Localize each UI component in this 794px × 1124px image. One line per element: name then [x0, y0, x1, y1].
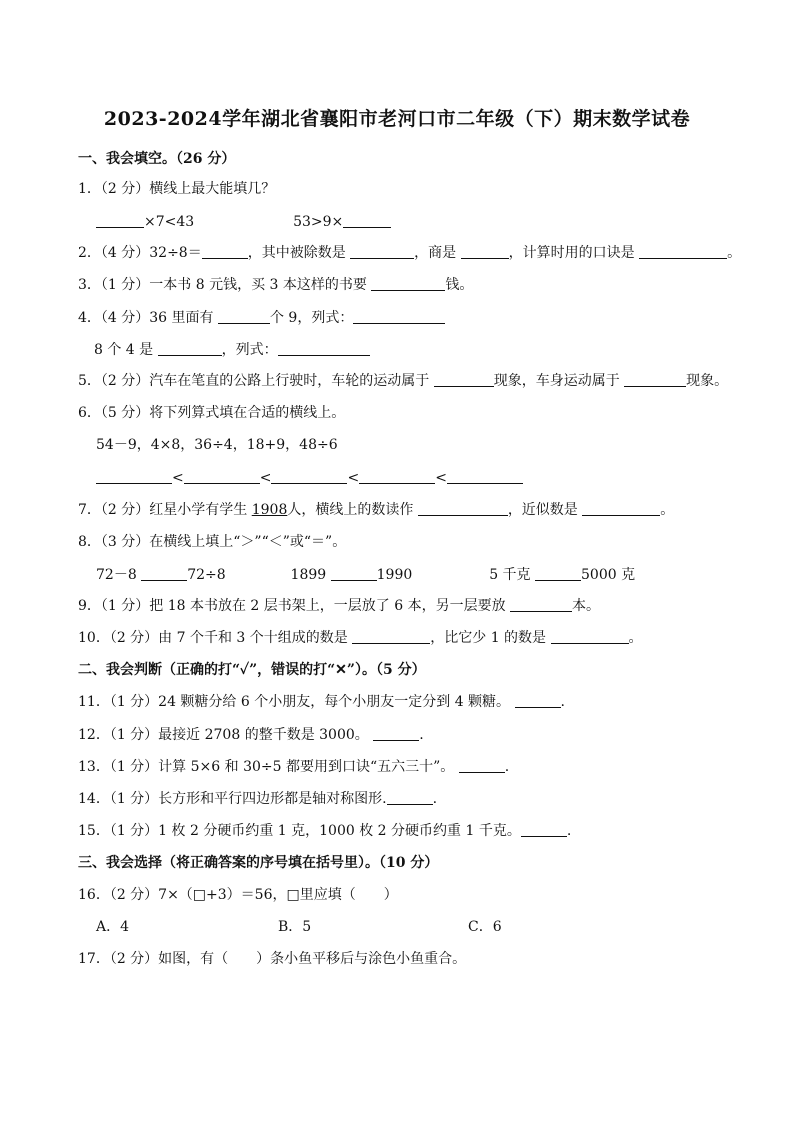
- answer-blank[interactable]: [459, 758, 505, 773]
- question-16-options: [96, 918, 502, 936]
- question-4: 4．（4 分）36 里面有 个 9，列式：: [78, 309, 445, 327]
- answer-blank[interactable]: [418, 501, 508, 516]
- option-a[interactable]: A．4: [96, 919, 130, 935]
- answer-blank[interactable]: [582, 501, 660, 516]
- answer-blank[interactable]: [202, 244, 248, 259]
- answer-blank[interactable]: [141, 566, 187, 581]
- answer-blank[interactable]: [353, 309, 445, 324]
- question-15: 15．（1 分）1 枚 2 分硬币约重 1 克，1000 枚 2 分硬币约重 1 千克。 .: [78, 823, 572, 839]
- question-6: 6．（5 分）将下列算式填在合适的横线上。: [78, 405, 346, 421]
- section-1-heading: 一、我会填空。（26 分）: [78, 151, 236, 167]
- question-1-items: ×7<43 53>9×: [96, 213, 391, 231]
- question-14: 14．（1 分）长方形和平行四边形都是轴对称图形. .: [78, 791, 438, 807]
- question-7: 7．（2 分）红星小学有学生 1908人，横线上的数读作 ，近似数是 。: [78, 502, 675, 518]
- answer-blank[interactable]: [461, 244, 509, 259]
- answer-blank[interactable]: [447, 469, 523, 484]
- option-c[interactable]: C．6: [468, 919, 502, 935]
- question-17: 17．（2 分）如图，有（ ）条小鱼平移后与涂色小鱼重合。: [78, 951, 467, 967]
- question-9: 9．（1 分）把 18 本书放在 2 层书架上，一层放了 6 本，另一层要放 本。: [78, 598, 601, 614]
- question-3: 3．（1 分）一本书 8 元钱，买 3 本这样的书要 钱。: [78, 277, 474, 293]
- answer-blank[interactable]: [371, 276, 445, 291]
- answer-blank[interactable]: [158, 341, 222, 356]
- question-4-part-2: 8 个 4 是 ，列式：: [94, 341, 370, 359]
- option-b[interactable]: B．5: [278, 919, 312, 935]
- answer-blank[interactable]: [551, 629, 629, 644]
- question-13: 13．（1 分）计算 5×6 和 30÷5 都要用到口诀“五六三十”。 .: [78, 759, 510, 775]
- question-2: 2．（4 分）32÷8＝ ，其中被除数是 ，商是 ，计算时用的口诀是 。: [78, 245, 742, 261]
- answer-blank[interactable]: [510, 597, 572, 612]
- section-2-heading: 二、我会判断（正确的打“✓”，错误的打“✕”）。（5 分）: [78, 662, 426, 678]
- answer-blank[interactable]: [350, 244, 414, 259]
- answer-blank[interactable]: [331, 566, 377, 581]
- answer-blank[interactable]: [218, 309, 270, 324]
- question-11: 11．（1 分）24 颗糖分给 6 个小朋友，每个小朋友一定分到 4 颗糖。 .: [78, 694, 565, 710]
- student-count: 1908: [251, 502, 288, 518]
- answer-blank[interactable]: [373, 726, 419, 741]
- answer-blank[interactable]: [521, 822, 567, 837]
- answer-blank[interactable]: [96, 213, 144, 228]
- question-1: 1．（2 分）横线上最大能填几？: [78, 181, 276, 197]
- answer-blank[interactable]: [535, 566, 581, 581]
- question-8: 8．（3 分）在横线上填上“＞”“＜”或“＝”。: [78, 534, 347, 550]
- question-16: 16．（2 分）7×（□+3）＝56，□里应填（ ）: [78, 887, 398, 903]
- page-title: 2023-2024学年湖北省襄阳市老河口市二年级（下）期末数学试卷: [103, 108, 691, 130]
- answer-blank[interactable]: [271, 469, 347, 484]
- answer-blank[interactable]: [387, 790, 433, 805]
- answer-blank[interactable]: [434, 372, 494, 387]
- answer-blank[interactable]: [359, 469, 435, 484]
- answer-blank[interactable]: [96, 469, 172, 484]
- answer-blank[interactable]: [624, 372, 686, 387]
- question-6-blanks: < < < <: [96, 469, 523, 487]
- answer-blank[interactable]: [343, 213, 391, 228]
- question-6-expressions: 54－9，4×8，36÷4，18+9，48÷6: [96, 437, 338, 453]
- answer-blank[interactable]: [515, 693, 561, 708]
- answer-blank[interactable]: [278, 341, 370, 356]
- question-8-items: 72－8 72÷8 1899 1990 5 千克 5000 克: [96, 567, 636, 583]
- answer-blank[interactable]: [639, 244, 727, 259]
- section-3-heading: 三、我会选择（将正确答案的序号填在括号里）。（10 分）: [78, 855, 439, 871]
- question-12: 12．（1 分）最接近 2708 的整千数是 3000。 .: [78, 727, 424, 743]
- answer-blank[interactable]: [352, 629, 430, 644]
- question-5: 5．（2 分）汽车在笔直的公路上行驶时，车轮的运动属于 现象，车身运动属于 现象。: [78, 373, 729, 389]
- question-10: 10．（2 分）由 7 个千和 3 个十组成的数是 ，比它少 1 的数是 。: [78, 630, 643, 646]
- answer-blank[interactable]: [184, 469, 260, 484]
